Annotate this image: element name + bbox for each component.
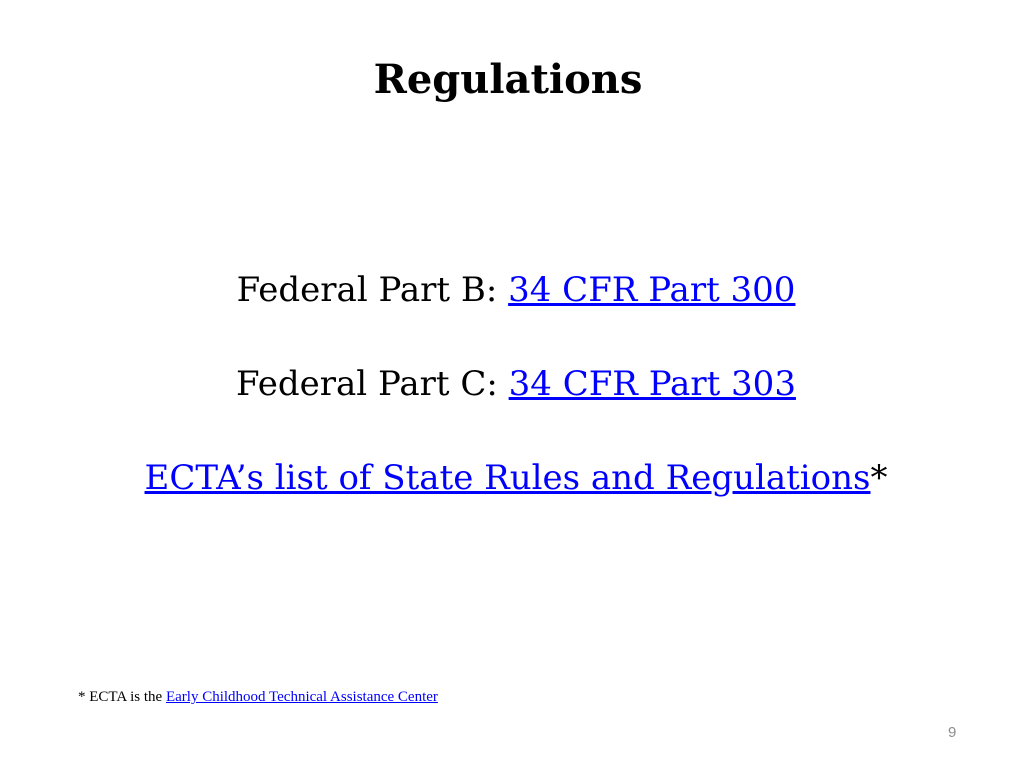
34-cfr-part-300-link[interactable]: 34 CFR Part 300 (508, 270, 796, 310)
34-cfr-part-303-link[interactable]: 34 CFR Part 303 (508, 364, 796, 404)
ecta-center-link[interactable]: Early Childhood Technical Assistance Center (165, 689, 438, 705)
slide-title: Regulations (373, 56, 643, 103)
federal-part-b-line (0, 270, 1024, 310)
federal-part-b-label: Federal Part B: (236, 270, 509, 310)
footnote-asterisk: * (870, 458, 888, 498)
footnote (78, 689, 438, 706)
federal-part-c-label: Federal Part C: (236, 364, 509, 404)
federal-part-c-line (0, 364, 1024, 404)
footnote-label: * ECTA is the (78, 689, 166, 705)
page-number: 9 (948, 724, 957, 741)
ecta-state-rules-link[interactable]: ECTA’s list of State Rules and Regulations (144, 458, 871, 498)
ecta-state-rules-line (0, 458, 1024, 498)
